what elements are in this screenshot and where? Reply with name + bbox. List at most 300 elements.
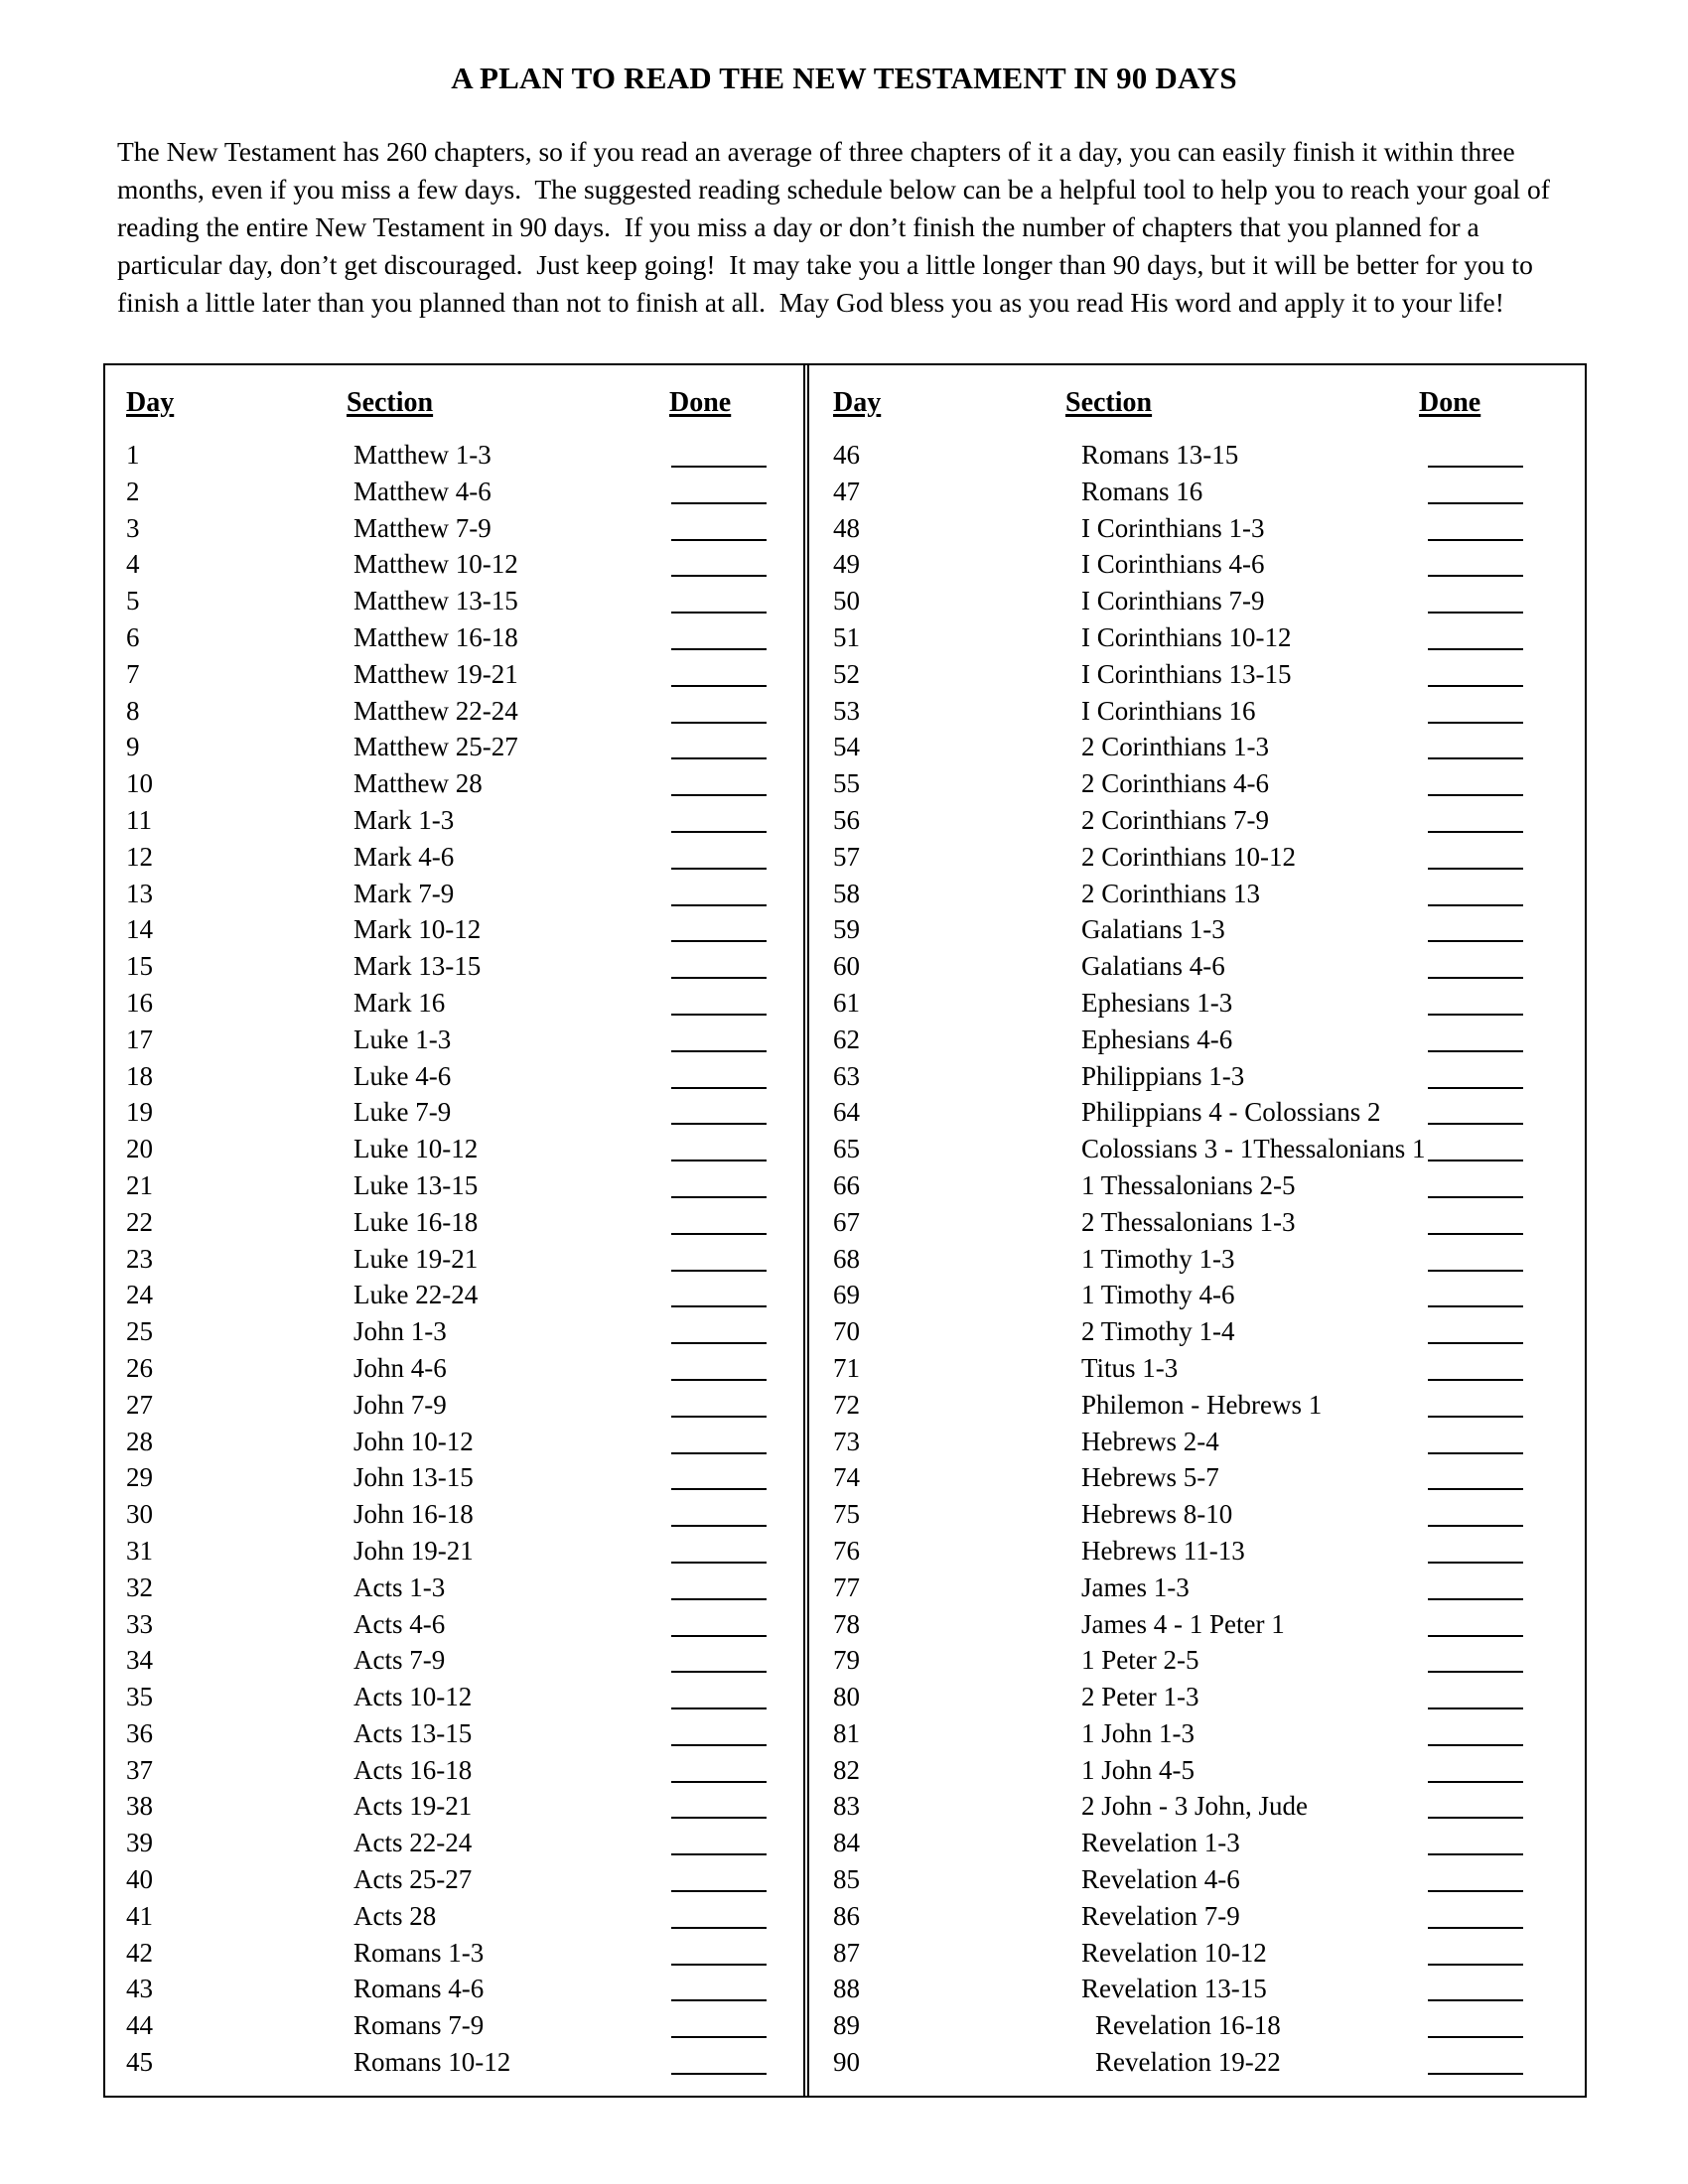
table-row: [833, 546, 1583, 583]
row-done-checkbox-blank[interactable]: [1428, 904, 1523, 906]
row-section: Matthew 7-9: [353, 512, 492, 543]
table-row: [126, 1241, 803, 1278]
row-done-checkbox-blank[interactable]: [671, 1635, 767, 1637]
row-day: 71: [833, 1352, 860, 1383]
row-done-checkbox-blank[interactable]: [1428, 794, 1523, 796]
row-section: Mark 4-6: [353, 841, 455, 872]
row-section: 1 John 4-5: [1081, 1754, 1195, 1785]
row-day: 40: [126, 1864, 153, 1895]
row-section: Matthew 13-15: [353, 586, 518, 616]
table-row: [126, 1570, 803, 1606]
table-row: [833, 802, 1583, 839]
row-day: 6: [126, 621, 140, 652]
table-row: [126, 1131, 803, 1167]
row-done-checkbox-blank[interactable]: [671, 904, 767, 906]
row-section: Romans 4-6: [353, 1974, 485, 2004]
row-done-checkbox-blank[interactable]: [1428, 1927, 1523, 1929]
row-day: 46: [833, 440, 860, 470]
row-day: 16: [126, 987, 153, 1018]
row-day: 32: [126, 1571, 153, 1602]
row-day: 63: [833, 1060, 860, 1091]
row-done-checkbox-blank[interactable]: [1428, 1671, 1523, 1673]
row-section: Ephesians 4-6: [1081, 1024, 1233, 1054]
table-row: [126, 1350, 803, 1387]
row-done-checkbox-blank[interactable]: [671, 1050, 767, 1052]
row-day: 86: [833, 1900, 860, 1931]
row-section: Acts 4-6: [353, 1608, 446, 1639]
row-done-checkbox-blank[interactable]: [671, 1160, 767, 1161]
row-done-checkbox-blank[interactable]: [1428, 1853, 1523, 1855]
row-day: 39: [126, 1828, 153, 1858]
table-row: [833, 1459, 1583, 1496]
table-row: [126, 474, 803, 510]
row-day: 37: [126, 1754, 153, 1785]
row-day: 13: [126, 878, 153, 908]
table-row: [833, 1898, 1583, 1935]
table-row: [126, 1094, 803, 1131]
row-section: Hebrews 2-4: [1081, 1426, 1219, 1456]
row-section: Mark 7-9: [353, 878, 455, 908]
table-row: [833, 876, 1583, 912]
row-day: 83: [833, 1791, 860, 1822]
row-section: 2 Corinthians 1-3: [1081, 732, 1269, 762]
row-day: 68: [833, 1243, 860, 1274]
table-row: [833, 1533, 1583, 1570]
row-done-checkbox-blank[interactable]: [671, 1817, 767, 1819]
row-done-checkbox-blank[interactable]: [1428, 1525, 1523, 1527]
row-day: 11: [126, 804, 152, 835]
row-day: 26: [126, 1352, 153, 1383]
header-day: Day: [833, 387, 882, 418]
row-section: I Corinthians 16: [1081, 695, 1256, 726]
row-day: 4: [126, 549, 140, 580]
row-day: 57: [833, 841, 860, 872]
table-row: [126, 985, 803, 1022]
table-row: [126, 765, 803, 802]
row-done-checkbox-blank[interactable]: [1428, 1270, 1523, 1272]
row-section: Philippians 1-3: [1081, 1060, 1245, 1091]
row-day: 24: [126, 1280, 153, 1310]
row-done-checkbox-blank[interactable]: [1428, 1744, 1523, 1746]
row-done-checkbox-blank[interactable]: [671, 1087, 767, 1089]
row-day: 70: [833, 1316, 860, 1347]
row-section: Luke 4-6: [353, 1060, 452, 1091]
row-day: 19: [126, 1097, 153, 1128]
row-day: 82: [833, 1754, 860, 1785]
row-day: 44: [126, 2010, 153, 2041]
row-done-checkbox-blank[interactable]: [671, 1525, 767, 1527]
row-done-checkbox-blank[interactable]: [671, 502, 767, 504]
row-done-checkbox-blank[interactable]: [1428, 1416, 1523, 1418]
row-done-checkbox-blank[interactable]: [1428, 1305, 1523, 1307]
row-section: 2 Corinthians 4-6: [1081, 768, 1269, 799]
row-done-checkbox-blank[interactable]: [1428, 722, 1523, 724]
row-done-checkbox-blank[interactable]: [671, 1781, 767, 1783]
row-day: 23: [126, 1243, 153, 1274]
row-done-checkbox-blank[interactable]: [1428, 757, 1523, 759]
row-day: 54: [833, 732, 860, 762]
table-row: [126, 2007, 803, 2044]
row-done-checkbox-blank[interactable]: [671, 977, 767, 979]
table-row: [833, 765, 1583, 802]
table-row: [126, 1058, 803, 1095]
row-section: Acts 28: [353, 1900, 437, 1931]
row-day: 34: [126, 1645, 153, 1676]
row-section: 1 Thessalonians 2-5: [1081, 1169, 1296, 1200]
row-done-checkbox-blank[interactable]: [671, 1707, 767, 1709]
row-done-checkbox-blank[interactable]: [1428, 1890, 1523, 1892]
row-day: 72: [833, 1389, 860, 1420]
table-row: [126, 729, 803, 765]
row-section: Luke 13-15: [353, 1169, 479, 1200]
row-section: Romans 10-12: [353, 2047, 511, 2078]
header-done: Done: [1419, 387, 1481, 418]
row-done-checkbox-blank[interactable]: [1428, 1452, 1523, 1454]
row-done-checkbox-blank[interactable]: [1428, 539, 1523, 541]
row-day: 33: [126, 1608, 153, 1639]
row-section: 2 Corinthians 7-9: [1081, 804, 1269, 835]
table-row: [126, 1861, 803, 1898]
row-done-checkbox-blank[interactable]: [671, 831, 767, 833]
row-done-checkbox-blank[interactable]: [671, 868, 767, 870]
table-row: [833, 1313, 1583, 1350]
table-row: [126, 1825, 803, 1861]
table-row: [126, 1533, 803, 1570]
row-done-checkbox-blank[interactable]: [1428, 1123, 1523, 1125]
header-day: Day: [126, 387, 175, 418]
row-section: 1 John 1-3: [1081, 1717, 1195, 1748]
row-done-checkbox-blank[interactable]: [1428, 831, 1523, 833]
table-row: [126, 1167, 803, 1204]
row-day: 90: [833, 2047, 860, 2078]
row-section: 2 Corinthians 10-12: [1081, 841, 1296, 872]
table-row: [833, 1022, 1583, 1058]
table-row: [126, 619, 803, 656]
row-day: 75: [833, 1499, 860, 1530]
row-done-checkbox-blank[interactable]: [1428, 1233, 1523, 1235]
header-section: Section: [347, 387, 434, 418]
row-done-checkbox-blank[interactable]: [671, 466, 767, 468]
table-row: [833, 1350, 1583, 1387]
row-done-checkbox-blank[interactable]: [671, 1671, 767, 1673]
table-row: [126, 510, 803, 547]
row-section: Philippians 4 - Colossians 2: [1081, 1097, 1381, 1128]
row-section: Titus 1-3: [1081, 1352, 1179, 1383]
row-done-checkbox-blank[interactable]: [671, 648, 767, 650]
row-section: Matthew 16-18: [353, 621, 518, 652]
column-header-right: [809, 365, 1583, 427]
row-section: Revelation 16-18: [1095, 2010, 1281, 2041]
row-section: Luke 16-18: [353, 1206, 479, 1237]
row-day: 28: [126, 1426, 153, 1456]
row-done-checkbox-blank[interactable]: [1428, 2036, 1523, 2038]
row-section: 1 Peter 2-5: [1081, 1645, 1199, 1676]
row-section: Galatians 1-3: [1081, 914, 1225, 945]
row-done-checkbox-blank[interactable]: [671, 2036, 767, 2038]
table-row: [833, 437, 1583, 474]
row-done-checkbox-blank[interactable]: [1428, 1964, 1523, 1966]
reading-schedule-table: [103, 363, 1587, 2098]
row-done-checkbox-blank[interactable]: [671, 1014, 767, 1016]
row-day: 25: [126, 1316, 153, 1347]
row-section: Revelation 13-15: [1081, 1974, 1267, 2004]
row-done-checkbox-blank[interactable]: [1428, 1562, 1523, 1564]
row-done-checkbox-blank[interactable]: [1428, 1160, 1523, 1161]
table-row: [833, 693, 1583, 730]
row-done-checkbox-blank[interactable]: [1428, 612, 1523, 614]
row-day: 20: [126, 1134, 153, 1164]
table-row: [126, 1424, 803, 1460]
row-day: 78: [833, 1608, 860, 1639]
row-done-checkbox-blank[interactable]: [671, 1452, 767, 1454]
row-done-checkbox-blank[interactable]: [671, 612, 767, 614]
row-done-checkbox-blank[interactable]: [1428, 977, 1523, 979]
table-row: [833, 839, 1583, 876]
row-done-checkbox-blank[interactable]: [1428, 1817, 1523, 1819]
row-day: 8: [126, 695, 140, 726]
row-day: 84: [833, 1828, 860, 1858]
row-section: Revelation 1-3: [1081, 1828, 1240, 1858]
table-row: [833, 1825, 1583, 1861]
row-done-checkbox-blank[interactable]: [671, 685, 767, 687]
row-done-checkbox-blank[interactable]: [1428, 575, 1523, 577]
table-row: [126, 546, 803, 583]
table-row: [126, 948, 803, 985]
row-section: Acts 16-18: [353, 1754, 473, 1785]
row-done-checkbox-blank[interactable]: [671, 1233, 767, 1235]
row-done-checkbox-blank[interactable]: [671, 1927, 767, 1929]
row-section: Mark 13-15: [353, 951, 482, 982]
row-section: Acts 13-15: [353, 1717, 473, 1748]
row-done-checkbox-blank[interactable]: [671, 794, 767, 796]
row-section: Matthew 19-21: [353, 658, 518, 689]
table-row: [833, 1606, 1583, 1643]
table-row: [833, 985, 1583, 1022]
row-section: James 1-3: [1081, 1571, 1190, 1602]
row-section: Revelation 10-12: [1081, 1937, 1267, 1968]
row-section: I Corinthians 7-9: [1081, 586, 1265, 616]
row-day: 87: [833, 1937, 860, 1968]
table-row: [833, 510, 1583, 547]
table-row: [126, 1204, 803, 1241]
table-row: [833, 1167, 1583, 1204]
schedule-column-left: [105, 365, 803, 2096]
page-title: A PLAN TO READ THE NEW TESTAMENT IN 90 DAYS: [451, 61, 1237, 95]
row-section: Romans 1-3: [353, 1937, 485, 1968]
row-section: Matthew 1-3: [353, 440, 492, 470]
row-day: 81: [833, 1717, 860, 1748]
row-section: Philemon - Hebrews 1: [1081, 1389, 1323, 1420]
table-row: [126, 1022, 803, 1058]
table-row: [126, 876, 803, 912]
row-day: 30: [126, 1499, 153, 1530]
row-done-checkbox-blank[interactable]: [671, 1744, 767, 1746]
table-row: [126, 839, 803, 876]
row-done-checkbox-blank[interactable]: [671, 1270, 767, 1272]
row-day: 41: [126, 1900, 153, 1931]
row-done-checkbox-blank[interactable]: [671, 1562, 767, 1564]
table-row: [833, 1424, 1583, 1460]
row-done-checkbox-blank[interactable]: [671, 1379, 767, 1381]
row-done-checkbox-blank[interactable]: [1428, 1598, 1523, 1600]
row-section: John 1-3: [353, 1316, 447, 1347]
row-section: 1 Timothy 4-6: [1081, 1280, 1235, 1310]
row-day: 7: [126, 658, 140, 689]
table-row: [833, 1679, 1583, 1715]
row-done-checkbox-blank[interactable]: [1428, 1781, 1523, 1783]
table-row: [126, 1679, 803, 1715]
row-section: John 16-18: [353, 1499, 474, 1530]
row-done-checkbox-blank[interactable]: [1428, 1635, 1523, 1637]
row-day: 89: [833, 2010, 860, 2041]
row-done-checkbox-blank[interactable]: [671, 1196, 767, 1198]
row-day: 1: [126, 440, 140, 470]
row-day: 59: [833, 914, 860, 945]
row-day: 62: [833, 1024, 860, 1054]
row-done-checkbox-blank[interactable]: [671, 722, 767, 724]
table-row: [126, 1606, 803, 1643]
row-day: 60: [833, 951, 860, 982]
table-row: [833, 2007, 1583, 2044]
row-done-checkbox-blank[interactable]: [671, 1964, 767, 1966]
table-row: [833, 619, 1583, 656]
table-row: [126, 437, 803, 474]
row-section: Luke 22-24: [353, 1280, 479, 1310]
row-day: 80: [833, 1682, 860, 1712]
row-day: 31: [126, 1535, 153, 1566]
row-day: 35: [126, 1682, 153, 1712]
row-done-checkbox-blank[interactable]: [1428, 940, 1523, 942]
row-day: 14: [126, 914, 153, 945]
row-done-checkbox-blank[interactable]: [1428, 1379, 1523, 1381]
row-done-checkbox-blank[interactable]: [1428, 1707, 1523, 1709]
row-section: Matthew 10-12: [353, 549, 518, 580]
row-day: 29: [126, 1462, 153, 1493]
row-day: 27: [126, 1389, 153, 1420]
row-section: 1 Timothy 1-3: [1081, 1243, 1235, 1274]
table-row: [833, 583, 1583, 619]
row-day: 22: [126, 1206, 153, 1237]
row-day: 65: [833, 1134, 860, 1164]
row-done-checkbox-blank[interactable]: [671, 940, 767, 942]
row-done-checkbox-blank[interactable]: [671, 2073, 767, 2075]
row-done-checkbox-blank[interactable]: [671, 1598, 767, 1600]
table-row: [833, 1715, 1583, 1752]
row-done-checkbox-blank[interactable]: [671, 539, 767, 541]
row-section: Mark 10-12: [353, 914, 482, 945]
row-done-checkbox-blank[interactable]: [1428, 1999, 1523, 2001]
row-done-checkbox-blank[interactable]: [671, 757, 767, 759]
row-section: Matthew 4-6: [353, 476, 492, 506]
row-day: 15: [126, 951, 153, 982]
row-day: 43: [126, 1974, 153, 2004]
row-day: 5: [126, 586, 140, 616]
row-section: Matthew 28: [353, 768, 483, 799]
table-row: [833, 911, 1583, 948]
table-row: [833, 1277, 1583, 1313]
table-row: [126, 1752, 803, 1789]
row-section: Hebrews 11-13: [1081, 1535, 1245, 1566]
row-day: 18: [126, 1060, 153, 1091]
table-row: [833, 1788, 1583, 1825]
row-section: Luke 10-12: [353, 1134, 479, 1164]
table-row: [126, 1387, 803, 1424]
table-row: [833, 1387, 1583, 1424]
table-row: [833, 1935, 1583, 1972]
row-section: John 4-6: [353, 1352, 447, 1383]
row-day: 79: [833, 1645, 860, 1676]
row-done-checkbox-blank[interactable]: [671, 1853, 767, 1855]
row-day: 51: [833, 621, 860, 652]
row-section: John 10-12: [353, 1426, 474, 1456]
row-done-checkbox-blank[interactable]: [1428, 685, 1523, 687]
table-row: [126, 1313, 803, 1350]
schedule-rows-right: [809, 427, 1583, 2081]
table-row: [126, 911, 803, 948]
row-section: John 13-15: [353, 1462, 474, 1493]
row-done-checkbox-blank[interactable]: [1428, 1087, 1523, 1089]
schedule-rows-left: [105, 427, 803, 2081]
row-day: 73: [833, 1426, 860, 1456]
row-day: 38: [126, 1791, 153, 1822]
row-section: Romans 13-15: [1081, 440, 1239, 470]
row-day: 69: [833, 1280, 860, 1310]
row-done-checkbox-blank[interactable]: [671, 1123, 767, 1125]
row-done-checkbox-blank[interactable]: [1428, 868, 1523, 870]
row-done-checkbox-blank[interactable]: [671, 1416, 767, 1418]
table-row: [833, 1861, 1583, 1898]
row-done-checkbox-blank[interactable]: [671, 1305, 767, 1307]
row-day: 77: [833, 1571, 860, 1602]
row-section: James 4 - 1 Peter 1: [1081, 1608, 1285, 1639]
row-done-checkbox-blank[interactable]: [671, 1488, 767, 1490]
table-row: [126, 1496, 803, 1533]
row-day: 10: [126, 768, 153, 799]
table-row: [126, 583, 803, 619]
table-row: [833, 1094, 1583, 1131]
row-day: 61: [833, 987, 860, 1018]
row-done-checkbox-blank[interactable]: [671, 1999, 767, 2001]
table-row: [126, 656, 803, 693]
row-section: 2 Timothy 1-4: [1081, 1316, 1235, 1347]
row-done-checkbox-blank[interactable]: [1428, 1488, 1523, 1490]
row-done-checkbox-blank[interactable]: [671, 1890, 767, 1892]
row-day: 48: [833, 512, 860, 543]
row-section: Acts 19-21: [353, 1791, 473, 1822]
row-section: 2 Peter 1-3: [1081, 1682, 1199, 1712]
table-row: [126, 1898, 803, 1935]
row-section: I Corinthians 4-6: [1081, 549, 1265, 580]
row-section: Acts 25-27: [353, 1864, 473, 1895]
table-row: [833, 1971, 1583, 2007]
row-done-checkbox-blank[interactable]: [1428, 2073, 1523, 2075]
row-day: 45: [126, 2047, 153, 2078]
row-section: I Corinthians 1-3: [1081, 512, 1265, 543]
row-day: 56: [833, 804, 860, 835]
row-day: 36: [126, 1717, 153, 1748]
row-done-checkbox-blank[interactable]: [1428, 1014, 1523, 1016]
row-done-checkbox-blank[interactable]: [671, 575, 767, 577]
row-done-checkbox-blank[interactable]: [1428, 1342, 1523, 1344]
row-day: 42: [126, 1937, 153, 1968]
row-day: 47: [833, 476, 860, 506]
row-done-checkbox-blank[interactable]: [1428, 1196, 1523, 1198]
row-done-checkbox-blank[interactable]: [1428, 466, 1523, 468]
row-done-checkbox-blank[interactable]: [1428, 648, 1523, 650]
row-done-checkbox-blank[interactable]: [671, 1342, 767, 1344]
row-done-checkbox-blank[interactable]: [1428, 502, 1523, 504]
row-done-checkbox-blank[interactable]: [1428, 1050, 1523, 1052]
